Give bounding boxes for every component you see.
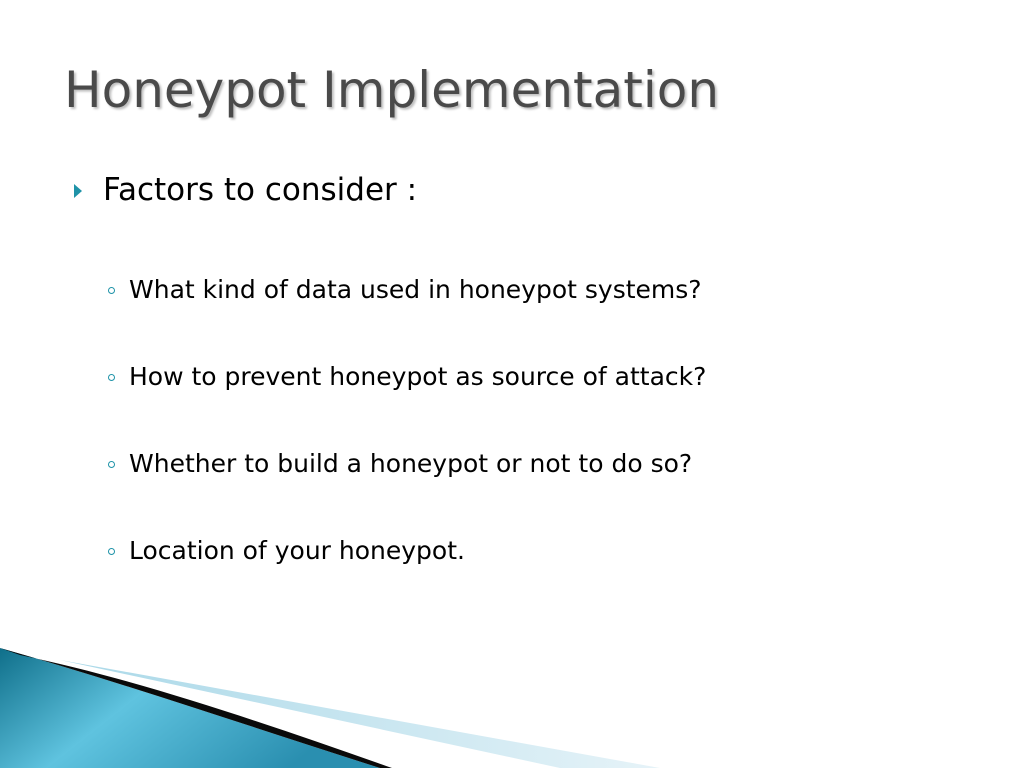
sub-bullet-2 [108,359,706,395]
slide-title: Honeypot Implementation [64,61,720,119]
sub-bullet-4 [108,533,465,569]
ring-bullet-icon [108,548,115,555]
main-bullet-text: Factors to consider : [103,172,418,208]
sub-bullet-text: What kind of data used in honeypot systems? [129,275,702,304]
sub-bullet-text: Location of your honeypot. [129,536,465,565]
ring-bullet-icon [108,287,115,294]
triangle-arrow-icon [74,184,82,198]
main-bullet [74,168,417,212]
sub-bullet-3 [108,446,692,482]
decorative-swoosh [0,630,1024,768]
sub-bullet-text: How to prevent honeypot as source of attack? [129,362,707,391]
ring-bullet-icon [108,461,115,468]
sub-bullet-text: Whether to build a honeypot or not to do so? [129,449,693,478]
sub-bullet-1 [108,272,702,308]
ring-bullet-icon [108,374,115,381]
